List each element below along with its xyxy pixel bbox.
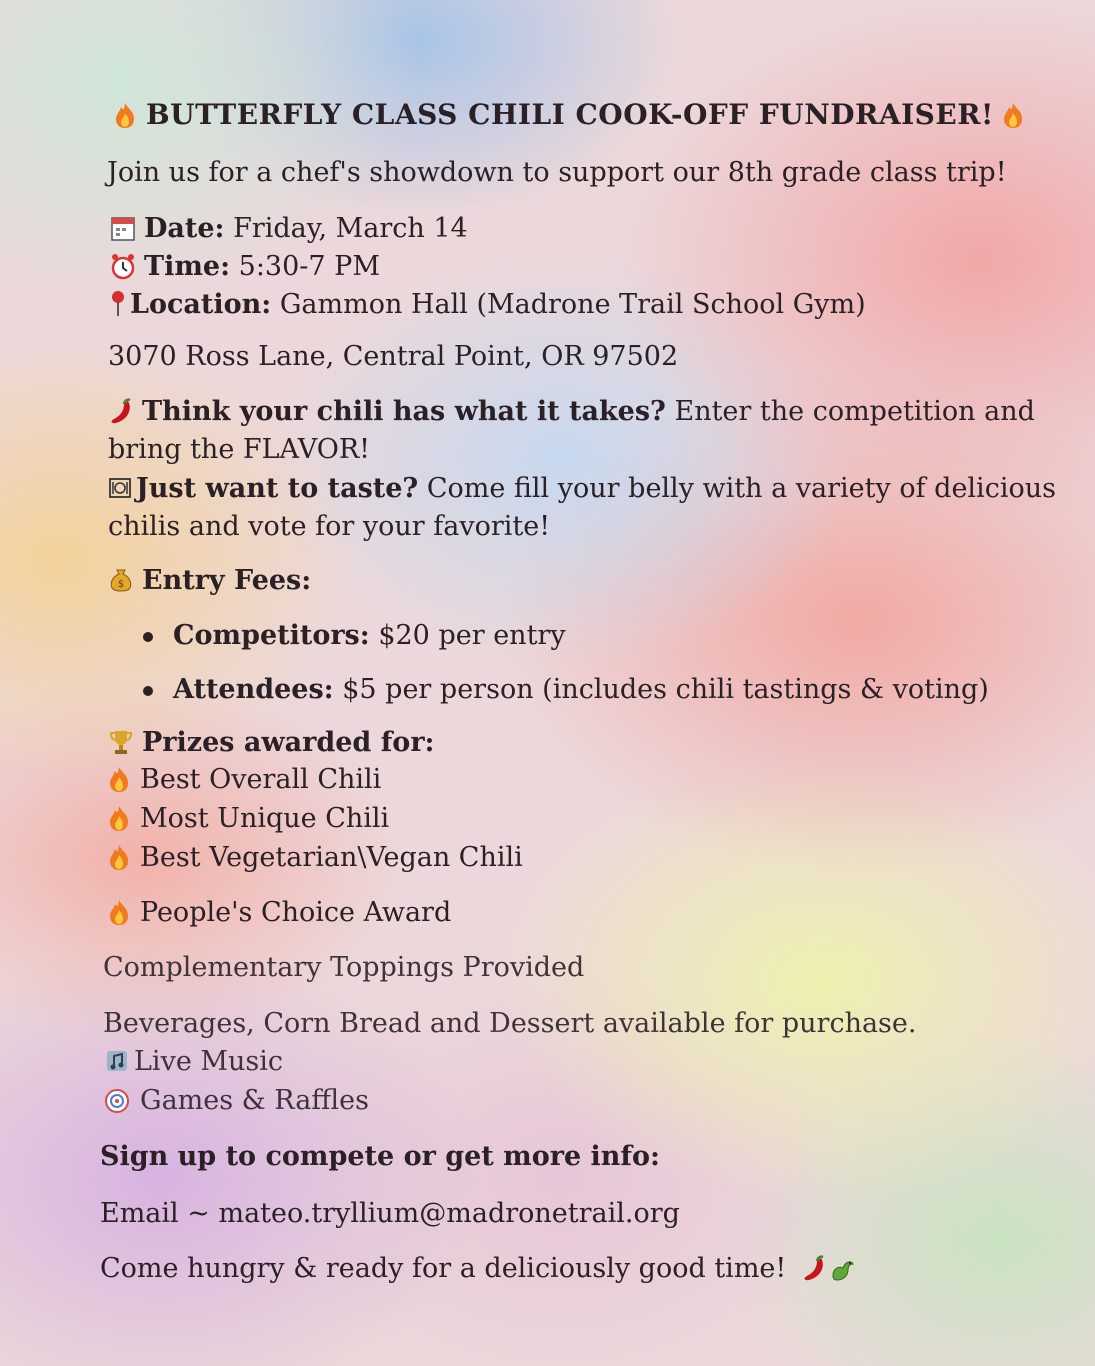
fee-competitors (173, 619, 566, 653)
address-text: 3070 Ross Lane, Central Point, OR 97502 (108, 341, 679, 372)
closing-row (100, 1252, 863, 1286)
signup-email[interactable]: Email ~ mateo.tryllium@madronetrail.org (100, 1198, 680, 1229)
compete-rest-1: Enter the competition and (674, 396, 1035, 427)
compete-lead: Think your chili has what it takes? (142, 396, 666, 427)
fee-label: Attendees: (173, 674, 334, 705)
location-label: Location: (130, 289, 272, 320)
bullet (143, 686, 153, 696)
dragon-icon (829, 1254, 855, 1282)
date-value: Friday, March 14 (233, 213, 468, 244)
taste-rest-1: Come fill your belly with a variety of delicious (426, 473, 1056, 504)
date-label: Date: (144, 213, 225, 244)
money-bag-icon (108, 566, 134, 594)
extra-label: Live Music (134, 1046, 284, 1077)
fire-icon (106, 898, 132, 926)
location-row (110, 288, 866, 322)
taste-rest-2: chilis and vote for your favorite! (108, 511, 551, 542)
fee-label: Competitors: (173, 620, 370, 651)
fire-icon (106, 804, 132, 832)
fee-value: $5 per person (includes chili tastings & voting) (342, 674, 989, 705)
prize-item (106, 802, 389, 836)
calendar-icon (110, 214, 136, 242)
prize-label: Best Vegetarian\Vegan Chili (140, 842, 523, 873)
signup-heading: Sign up to compete or get more info: (100, 1141, 660, 1172)
taste-line-1 (108, 472, 1056, 506)
prize-item (106, 841, 523, 875)
chili-pepper-icon (108, 397, 134, 425)
fire-icon (1000, 101, 1026, 129)
time-label: Time: (144, 251, 231, 282)
compete-line-1 (108, 395, 1035, 429)
target-icon (104, 1086, 130, 1114)
fire-icon (106, 843, 132, 871)
time-value: 5:30-7 PM (238, 251, 380, 282)
compete-rest-2: bring the FLAVOR! (108, 434, 371, 465)
svg-text:$: $ (117, 579, 125, 590)
prize-label: Most Unique Chili (140, 803, 390, 834)
trophy-icon (108, 728, 134, 756)
chili-pepper-icon (801, 1254, 827, 1282)
prize-item (106, 763, 381, 797)
page-title: BUTTERFLY CLASS CHILI COOK-OFF FUNDRAISER! (146, 98, 994, 131)
plate-icon (108, 474, 132, 502)
intro-text: Join us for a chef's showdown to support our 8th grade class trip! (107, 157, 1007, 188)
extra-item (104, 1084, 369, 1118)
date-row (110, 212, 468, 246)
prize-label: People's Choice Award (140, 897, 452, 928)
bullet (143, 632, 153, 642)
fees-heading-row (108, 564, 311, 598)
flyer-title-row (112, 98, 1034, 132)
pushpin-icon (110, 290, 126, 318)
prize-item (106, 896, 451, 930)
fee-value: $20 per entry (378, 620, 566, 651)
fee-attendees (173, 673, 989, 707)
alarm-clock-icon (110, 252, 136, 280)
closing-text: Come hungry & ready for a deliciously good time! (100, 1253, 787, 1284)
fire-icon (112, 101, 138, 129)
time-row (110, 250, 380, 284)
prizes-heading: Prizes awarded for: (142, 727, 435, 758)
extra-label: Games & Raffles (140, 1085, 369, 1116)
food-note: Beverages, Corn Bread and Dessert available for purchase. (103, 1008, 917, 1039)
fire-icon (106, 765, 132, 793)
prize-label: Best Overall Chili (140, 764, 382, 795)
toppings-text: Complementary Toppings Provided (103, 952, 585, 983)
location-value: Gammon Hall (Madrone Trail School Gym) (279, 289, 866, 320)
taste-lead: Just want to taste? (136, 473, 419, 504)
prizes-heading-row (108, 726, 435, 760)
extra-item (104, 1045, 283, 1079)
fees-heading: Entry Fees: (142, 565, 312, 596)
music-icon (104, 1047, 130, 1075)
